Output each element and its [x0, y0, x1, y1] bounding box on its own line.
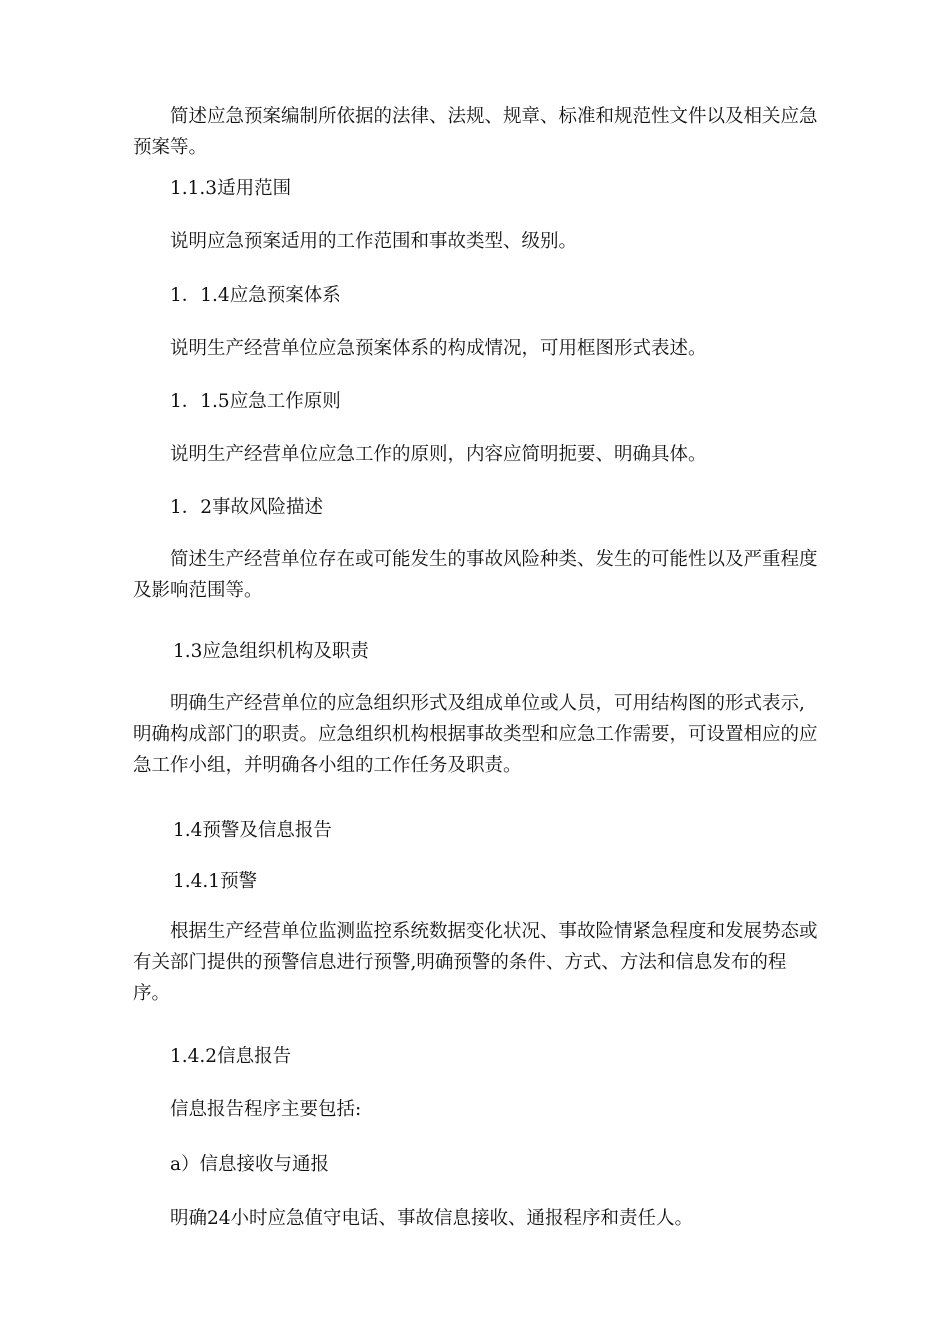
- paragraph-legal-basis: 简述应急预案编制所依据的法律、法规、规章、标准和规范性文件以及相关应急预案等。: [133, 106, 818, 158]
- heading-1-1-4: 1．1.4应急预案体系: [170, 285, 341, 306]
- heading-1-1-3: 1.1.3适用范围: [170, 178, 292, 199]
- paragraph-plan-system: 说明生产经营单位应急预案体系的构成情况，可用框图形式表述。: [170, 338, 707, 359]
- paragraph-principles: 说明生产经营单位应急工作的原则，内容应简明扼要、明确具体。: [170, 444, 707, 465]
- heading-1-2: 1．2事故风险描述: [170, 497, 324, 518]
- paragraph-risk-description: 简述生产经营单位存在或可能发生的事故风险种类、发生的可能性以及严重程度及影响范围等。: [133, 549, 818, 601]
- paragraph-report-procedure: 信息报告程序主要包括:: [170, 1099, 362, 1120]
- paragraph-organization: 明确生产经营单位的应急组织形式及组成单位或人员，可用结构图的形式表示,明确构成部门的职责。应急组织机构根据事故类型和应急工作需要，可设置相应的应急工作小组，并明确各小组的工作任务及职责。: [133, 693, 818, 776]
- heading-1-1-5: 1．1.5应急工作原则: [170, 391, 341, 412]
- heading-1-4-2: 1.4.2信息报告: [170, 1046, 292, 1067]
- paragraph-scope: 说明应急预案适用的工作范围和事故类型、级别。: [170, 231, 578, 252]
- heading-1-4-1: 1.4.1预警: [173, 871, 258, 892]
- heading-1-3: 1.3应急组织机构及职责: [173, 641, 369, 662]
- list-item-a: a）信息接收与通报: [170, 1154, 330, 1175]
- paragraph-duty-phone: 明确24小时应急值守电话、事故信息接收、通报程序和责任人。: [170, 1208, 694, 1229]
- heading-1-4: 1.4预警及信息报告: [173, 820, 332, 841]
- paragraph-warning: 根据生产经营单位监测监控系统数据变化状况、事故险情紧急程度和发展势态或有关部门提供的预警信息进行预警,明确预警的条件、方式、方法和信息发布的程序。: [133, 921, 818, 1004]
